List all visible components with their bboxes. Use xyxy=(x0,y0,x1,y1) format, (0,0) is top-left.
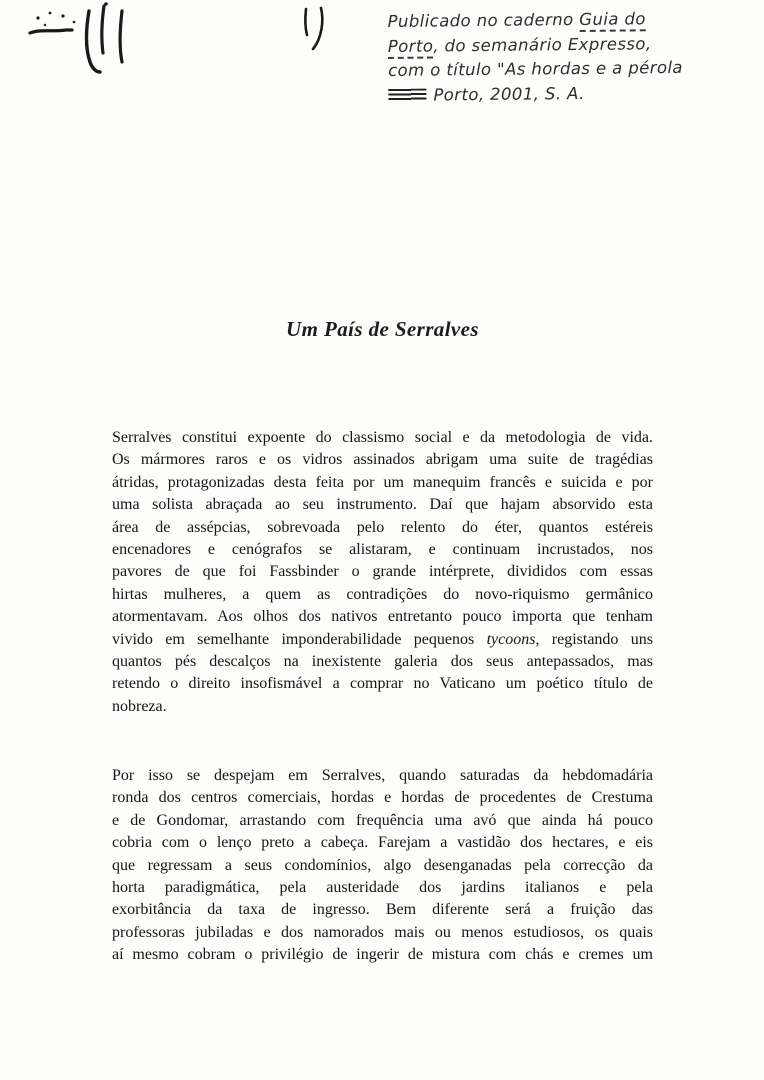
text-segment: área de assépcias, sobrevoada pelo relento do éter, quantos estéreis xyxy=(112,518,653,536)
text-segment: , do semanário Expresso, xyxy=(433,33,652,56)
text-line xyxy=(112,606,653,628)
text-segment: tycoons xyxy=(486,630,536,648)
text-segment: vivido em semelhante imponderabilidade pequenos xyxy=(112,630,487,648)
text-line xyxy=(112,899,653,921)
text-segment: pavores de que foi Fassbinder o grande intérprete, divididos com essas xyxy=(112,563,653,581)
text-line xyxy=(112,629,653,651)
scribble-mark xyxy=(388,88,426,101)
text-line xyxy=(112,877,653,899)
text-segment: atormentavam. Aos olhos dos nativos entretanto pouco importa que tenham xyxy=(112,608,653,626)
text-segment: que regressam a seus condomínios, algo desenganadas pela correcção da xyxy=(112,856,653,874)
text-line xyxy=(112,539,653,561)
text-segment: Por isso se despejam em Serralves, quando saturadas da hebdomadária xyxy=(112,767,653,784)
text-line xyxy=(112,832,653,854)
handwritten-note xyxy=(387,6,764,108)
text-segment: cobria com o lenço preto a cabeça. Farejam a vastidão dos hectares, e eis xyxy=(112,834,653,852)
text-line xyxy=(112,855,653,877)
text-line xyxy=(112,922,653,944)
text-segment: Serralves constitui expoente do classismo social e da metodologia de vida. xyxy=(112,429,653,446)
paragraph xyxy=(112,765,653,967)
text-line xyxy=(112,584,653,606)
text-segment: encenadores e cenógrafos se alistaram, e continuam incrustados, nos xyxy=(112,540,653,558)
text-segment: Guia do xyxy=(579,9,646,32)
page-title: Um País de Serralves xyxy=(286,317,479,341)
text-segment: , registando uns xyxy=(535,630,654,648)
text-line xyxy=(112,561,653,583)
text-line xyxy=(112,427,653,449)
text-segment: ronda dos centros comerciais, hordas e hordas de procedentes de Crestuma xyxy=(112,789,653,807)
text-segment: horta paradigmática, pela austeridade dos jardins italianos e pela xyxy=(112,878,653,896)
text-line xyxy=(112,517,653,539)
text-segment: hirtas mulheres, a quem as contradições do novo-riquismo germânico xyxy=(112,585,653,603)
text-segment: átridas, protagonizadas desta feita por um manequim francês e suicida e por xyxy=(112,473,653,491)
text-line xyxy=(388,80,764,108)
text-line xyxy=(112,449,653,471)
text-segment: aí mesmo cobram o privilégio de ingerir de mistura com chás e cremes um xyxy=(112,946,653,964)
text-line xyxy=(112,696,653,718)
text-line xyxy=(112,944,653,966)
text-segment: exorbitância da taxa de ingresso. Bem diferente será a fruição das xyxy=(112,901,653,919)
text-segment: professoras jubiladas e dos namorados mais ou menos estudiosos, os quais xyxy=(112,923,653,941)
text-line xyxy=(112,673,653,695)
text-segment: retendo o direito insofismável a comprar no Vaticano um poético título de xyxy=(112,675,653,693)
text-segment: quantos pés descalços na inexistente galeria dos seus antepassados, mas xyxy=(112,652,653,670)
text-segment: uma solista abraçada ao seu instrumento. Daí que hajam absorvido esta xyxy=(112,496,653,514)
text-line xyxy=(112,810,653,832)
paragraph xyxy=(112,427,653,718)
text-line xyxy=(112,765,653,787)
text-segment: Porto, 2001, S. A. xyxy=(433,83,585,105)
text-line xyxy=(112,651,653,673)
text-segment: com o título "As hordas e a pérola xyxy=(388,57,683,80)
text-segment: e de Gondomar, arrastando com frequência uma avó que ainda há pouco xyxy=(112,811,653,829)
text-segment: nobreza. xyxy=(112,697,167,715)
text-segment: Porto xyxy=(388,36,434,58)
text-segment: Publicado no caderno xyxy=(387,9,580,31)
text-line xyxy=(112,472,653,494)
text-line xyxy=(112,787,653,809)
text-segment: Os mármores raros e os vidros assinados abrigam uma suite de tragédias xyxy=(112,451,653,469)
text-line xyxy=(112,494,653,516)
